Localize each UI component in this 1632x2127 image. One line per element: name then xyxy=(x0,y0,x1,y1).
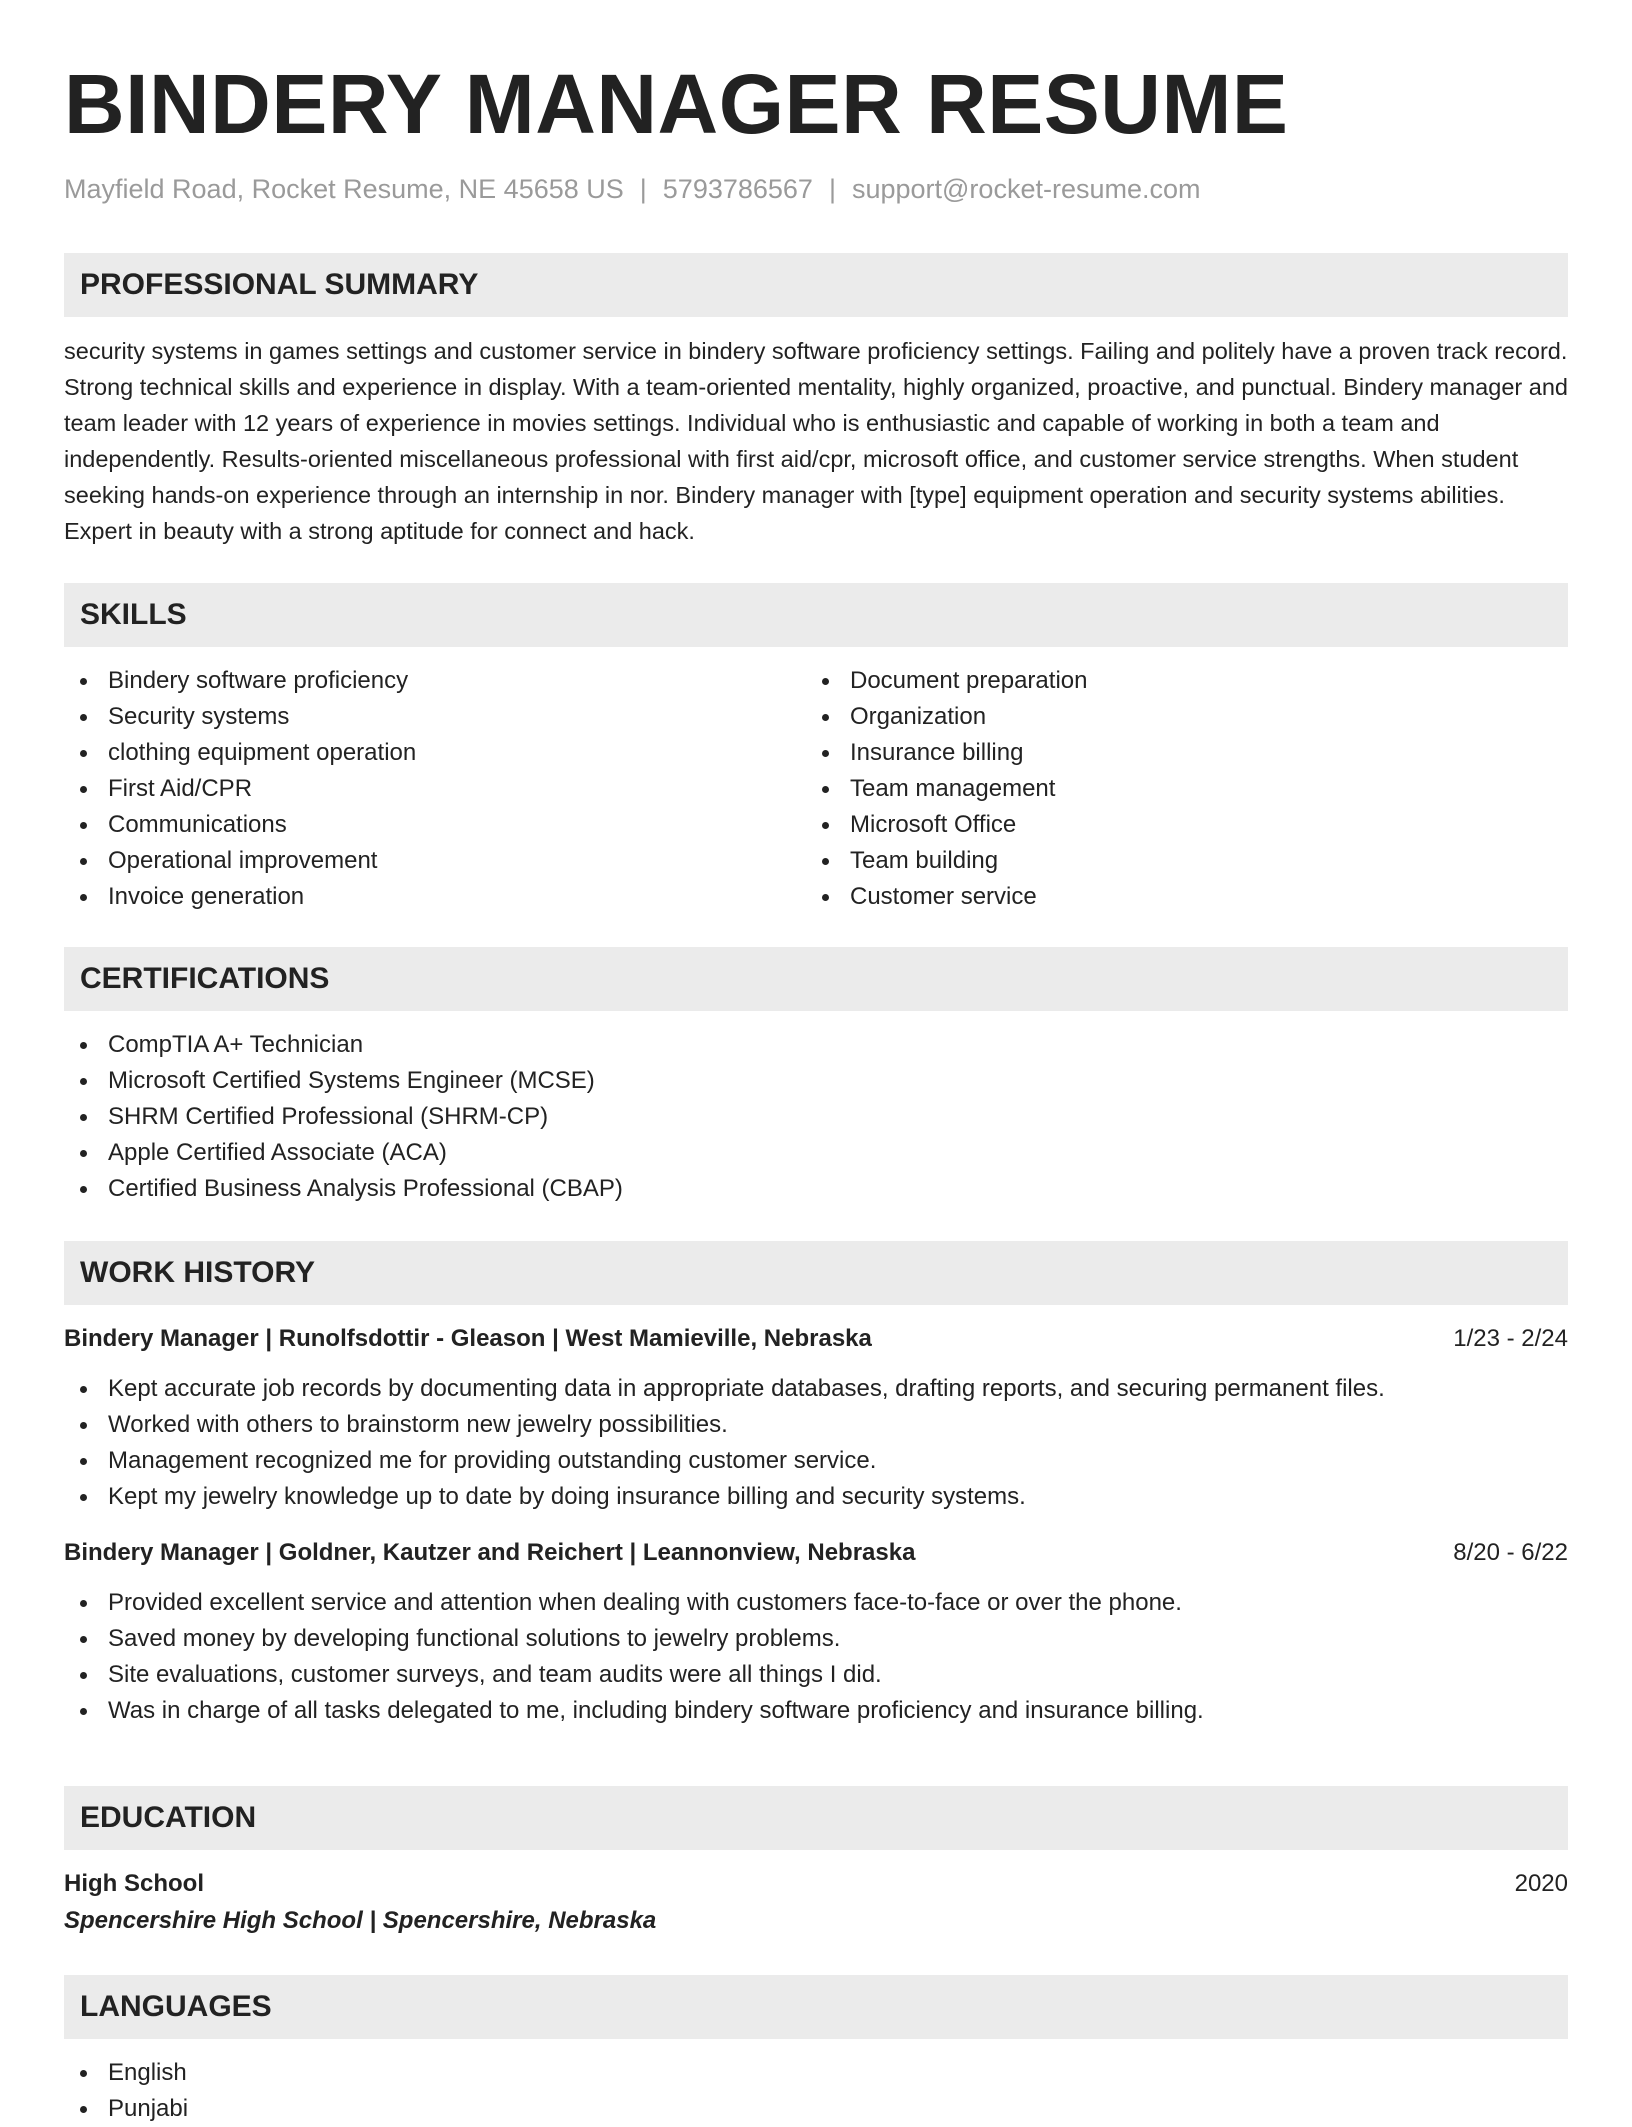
skills-list-left xyxy=(64,663,806,915)
skills-columns xyxy=(64,647,1568,915)
certification-item: Certified Business Analysis Professional (CBAP) xyxy=(64,1171,1568,1207)
skills-heading: SKILLS xyxy=(64,583,1568,647)
skill-item: Insurance billing xyxy=(806,735,1548,771)
job-bullet: Kept accurate job records by documenting data in appropriate databases, drafting reports, and securing permanent files. xyxy=(64,1371,1568,1407)
certification-item: SHRM Certified Professional (SHRM-CP) xyxy=(64,1099,1568,1135)
job-bullet: Worked with others to brainstorm new jewelry possibilities. xyxy=(64,1407,1568,1443)
summary-text: security systems in games settings and customer service in bindery software proficiency settings. Failing and politely have a proven track record. Strong technical skills and experience in display. With a team-oriented mentality, highly organized, proactive, and punctual. Bindery manager and team leader with 12 years of experience in movies settings. Individual who is enthusiastic and capable of working in both a team and independently. Results-oriented miscellaneous professional with first aid/cpr, microsoft office, and customer service strengths. When student seeking hands-on experience through an internship in nor. Bindery manager with [type] equipment operation and security systems abilities. Expert in beauty with a strong aptitude for connect and hack. xyxy=(64,338,1568,544)
work-history-section xyxy=(64,1241,1568,1729)
bullet-icon xyxy=(80,1672,87,1679)
job-header xyxy=(64,1535,1568,1571)
bullet-icon xyxy=(80,1114,87,1121)
contact-email: support@rocket-resume.com xyxy=(851,174,1201,204)
contact-separator: | xyxy=(828,174,836,204)
skill-item: Customer service xyxy=(806,879,1548,915)
job-bullet: Site evaluations, customer surveys, and team audits were all things I did. xyxy=(64,1657,1568,1693)
skills-section xyxy=(64,583,1568,915)
bullet-icon xyxy=(80,1042,87,1049)
bullet-icon xyxy=(822,714,829,721)
certification-item: Apple Certified Associate (ACA) xyxy=(64,1135,1568,1171)
bullet-icon xyxy=(80,750,87,757)
bullet-icon xyxy=(80,678,87,685)
bullet-icon xyxy=(822,786,829,793)
job-bullets xyxy=(64,1585,1568,1729)
certifications-heading: CERTIFICATIONS xyxy=(64,947,1568,1011)
certifications-section xyxy=(64,947,1568,1207)
certification-item: Microsoft Certified Systems Engineer (MCSE) xyxy=(64,1063,1568,1099)
bullet-icon xyxy=(80,1150,87,1157)
bullet-icon xyxy=(80,894,87,901)
skill-item: Organization xyxy=(806,699,1548,735)
job-dates: 8/20 - 6/22 xyxy=(1453,1539,1568,1566)
skill-item: Invoice generation xyxy=(64,879,806,915)
bullet-icon xyxy=(822,678,829,685)
skill-item: Operational improvement xyxy=(64,843,806,879)
contact-separator: | xyxy=(639,174,647,204)
contact-address: Mayfield Road, Rocket Resume, NE 45658 US xyxy=(64,174,624,204)
skill-item: Communications xyxy=(64,807,806,843)
bullet-icon xyxy=(80,858,87,865)
bullet-icon xyxy=(80,1494,87,1501)
education-year: 2020 xyxy=(1514,1870,1568,1897)
job-title: Bindery Manager | Goldner, Kautzer and Reichert | Leannonview, Nebraska xyxy=(64,1539,916,1566)
bullet-icon xyxy=(80,1636,87,1643)
contact-phone: 5793786567 xyxy=(662,174,813,204)
job-bullets xyxy=(64,1371,1568,1515)
bullet-icon xyxy=(822,894,829,901)
language-item: English xyxy=(64,2055,1568,2091)
bullet-icon xyxy=(80,1458,87,1465)
job-entry xyxy=(64,1321,1568,1515)
certification-item: CompTIA A+ Technician xyxy=(64,1027,1568,1063)
job-bullet: Provided excellent service and attention when dealing with customers face-to-face or over the phone. xyxy=(64,1585,1568,1621)
skill-item: Team management xyxy=(806,771,1548,807)
certifications-list xyxy=(64,1027,1568,1207)
skill-item: Team building xyxy=(806,843,1548,879)
resume-page xyxy=(64,0,1568,2122)
bullet-icon xyxy=(822,858,829,865)
bullet-icon xyxy=(80,1078,87,1085)
summary-section xyxy=(64,253,1568,549)
job-bullet: Saved money by developing functional solutions to jewelry problems. xyxy=(64,1621,1568,1657)
job-bullet: Was in charge of all tasks delegated to me, including bindery software proficiency and insurance billing. xyxy=(64,1693,1568,1729)
skill-item: Microsoft Office xyxy=(806,807,1548,843)
job-bullet: Kept my jewelry knowledge up to date by doing insurance billing and security systems. xyxy=(64,1479,1568,1515)
bullet-icon xyxy=(80,1186,87,1193)
skills-list-right xyxy=(806,663,1548,915)
education-degree: High School xyxy=(64,1870,204,1897)
bullet-icon xyxy=(80,822,87,829)
job-header xyxy=(64,1321,1568,1357)
summary-heading: PROFESSIONAL SUMMARY xyxy=(64,253,1568,317)
job-dates: 1/23 - 2/24 xyxy=(1453,1325,1568,1352)
bullet-icon xyxy=(80,786,87,793)
bullet-icon xyxy=(822,822,829,829)
education-heading: EDUCATION xyxy=(64,1786,1568,1850)
job-bullet: Management recognized me for providing outstanding customer service. xyxy=(64,1443,1568,1479)
education-school: Spencershire High School | Spencershire, Nebraska xyxy=(64,1907,657,1934)
skill-item: Security systems xyxy=(64,699,806,735)
skill-item: Bindery software proficiency xyxy=(64,663,806,699)
resume-title: BINDERY MANAGER RESUME xyxy=(64,57,1289,151)
education-header xyxy=(64,1866,1568,1902)
bullet-icon xyxy=(80,714,87,721)
language-item: Punjabi xyxy=(64,2091,1568,2127)
work-history-heading: WORK HISTORY xyxy=(64,1241,1568,1305)
education-section xyxy=(64,1786,1568,1940)
skill-item: clothing equipment operation xyxy=(64,735,806,771)
bullet-icon xyxy=(80,1386,87,1393)
skill-item: First Aid/CPR xyxy=(64,771,806,807)
bullet-icon xyxy=(80,1422,87,1429)
skill-item: Document preparation xyxy=(806,663,1548,699)
languages-heading: LANGUAGES xyxy=(64,1975,1568,2039)
bullet-icon xyxy=(80,1708,87,1715)
job-entry xyxy=(64,1535,1568,1729)
languages-section xyxy=(64,1975,1568,2127)
languages-list xyxy=(64,2055,1568,2127)
job-title: Bindery Manager | Runolfsdottir - Gleason | West Mamieville, Nebraska xyxy=(64,1325,872,1352)
bullet-icon xyxy=(822,750,829,757)
bullet-icon xyxy=(80,2070,87,2077)
bullet-icon xyxy=(80,1600,87,1607)
contact-line xyxy=(64,172,1568,206)
